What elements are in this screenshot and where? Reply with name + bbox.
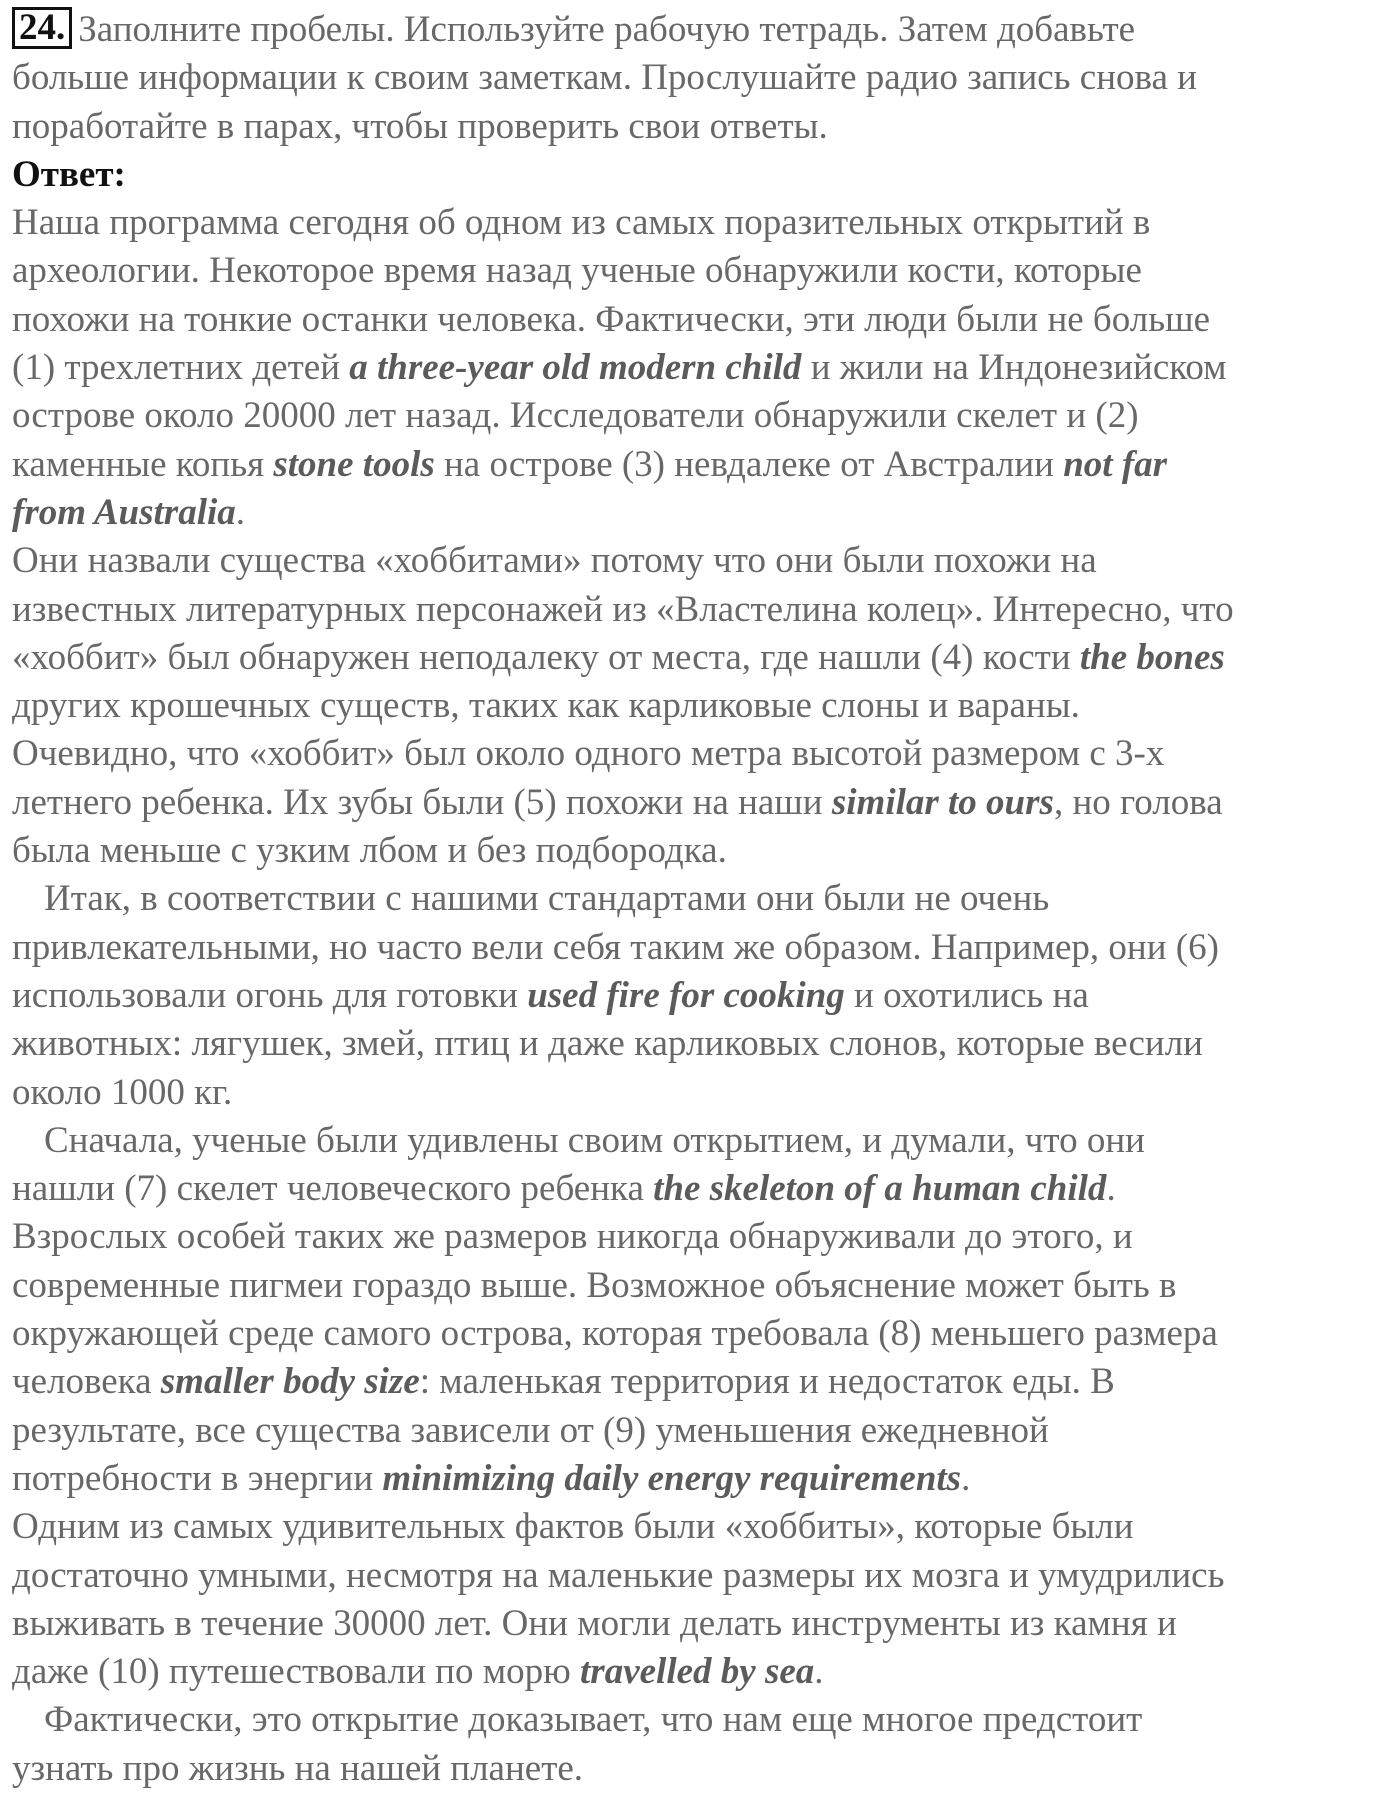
answer-2: stone tools	[273, 443, 435, 485]
text-fragment: на острове (3) невдалеке от Австралии	[434, 443, 1064, 485]
text-line: Итак, в соответствии с нашими стандартами они были не очень	[44, 878, 1050, 920]
instruction-line-1	[12, 6, 1397, 54]
answer-9: minimizing daily energy requirements	[382, 1457, 962, 1499]
text-line: Одним из самых удивительных фактов были «хоббиты», которые были	[12, 1506, 1134, 1548]
text-line: других крошечных существ, таких как карликовые слоны и вараны.	[12, 685, 1080, 727]
text-line	[12, 489, 1397, 537]
text-line: известных литературных персонажей из «Властелина колец». Интересно, что	[12, 588, 1234, 630]
text-line: узнать про жизнь на нашей планете.	[12, 1747, 584, 1789]
text-line: выживать в течение 30000 лет. Они могли делать инструменты из камня и	[12, 1602, 1177, 1644]
instruction-text: Заполните пробелы. Используйте рабочую тетрадь. Затем добавьте	[78, 9, 1136, 50]
answer-3-part-1: not far	[1063, 443, 1168, 485]
text-line	[12, 972, 1397, 1020]
answer-8: smaller body size	[160, 1361, 420, 1403]
text-fragment: : маленькая территория и недостаток еды. В	[419, 1361, 1115, 1403]
answer-3-part-2: from Australia	[12, 491, 236, 533]
text-fragment: и жили на Индонезийском	[801, 347, 1227, 389]
text-line: Взрослых особей таких же размеров никогда обнаруживали до этого, и	[12, 1216, 1133, 1258]
text-fragment: использовали огонь для готовки	[12, 974, 528, 1016]
text-line: привлекательными, но часто вели себя таким же образом. Например, они (6)	[12, 926, 1219, 968]
task-number-box: 24.	[12, 7, 72, 49]
text-line	[12, 344, 1397, 392]
text-line: была меньше с узким лбом и без подбородка.	[12, 830, 727, 872]
text-fragment: .	[814, 1651, 824, 1693]
text-fragment: нашли (7) скелет человеческого ребенка	[12, 1168, 654, 1210]
text-line	[12, 1455, 1397, 1503]
text-line: около 1000 кг.	[12, 1071, 233, 1113]
text-fragment: даже (10) путешествовали по морю	[12, 1651, 581, 1693]
text-line: животных: лягушек, змей, птиц и даже карликовых слонов, которые весили	[12, 1023, 1203, 1065]
instruction-line-3: поработайте в парах, чтобы проверить свои ответы.	[12, 105, 828, 147]
text-line	[12, 1165, 1397, 1213]
text-line	[12, 1648, 1397, 1696]
text-line	[12, 441, 1397, 489]
text-line: результате, все существа зависели от (9) уменьшения ежедневной	[12, 1409, 1049, 1451]
answer-10: travelled by sea	[580, 1651, 815, 1693]
text-line	[12, 634, 1397, 682]
text-fragment: потребности в энергии	[12, 1457, 383, 1499]
text-fragment: .	[961, 1457, 971, 1499]
text-fragment: каменные копья	[12, 443, 274, 485]
text-fragment: (1) трехлетних детей	[12, 347, 350, 389]
text-line: достаточно умными, несмотря на маленькие размеры их мозга и умудрились	[12, 1554, 1225, 1596]
text-fragment: человека	[12, 1361, 161, 1403]
answer-6: used fire for cooking	[527, 974, 845, 1016]
answer-7: the skeleton of a human child	[653, 1168, 1107, 1210]
text-line: археологии. Некоторое время назад ученые обнаружили кости, которые	[12, 250, 1142, 292]
text-fragment: «хоббит» был обнаружен неподалеку от места, где нашли (4) кости	[12, 636, 1080, 678]
text-fragment: и охотились на	[844, 974, 1089, 1016]
text-line: Очевидно, что «хоббит» был около одного метра высотой размером с 3-х	[12, 733, 1165, 775]
text-line	[12, 779, 1397, 827]
answer-1: a three-year old modern child	[349, 347, 802, 389]
answer-heading: Ответ:	[12, 153, 126, 195]
text-line: современные пигмеи гораздо выше. Возможное объяснение может быть в	[12, 1264, 1177, 1306]
answer-5: similar to ours	[831, 781, 1054, 823]
text-fragment: , но голова	[1053, 781, 1223, 823]
text-line: острове около 20000 лет назад. Исследователи обнаружили скелет и (2)	[12, 395, 1139, 437]
text-fragment: .	[235, 491, 246, 533]
text-line: похожи на тонкие останки человека. Фактически, эти люди были не больше	[12, 298, 1211, 340]
text-fragment: .	[1106, 1168, 1116, 1210]
text-fragment: летнего ребенка. Их зубы были (5) похожи на наши	[12, 781, 832, 823]
text-line	[12, 1358, 1397, 1406]
text-line: Они назвали существа «хоббитами» потому что они были похожи на	[12, 540, 1097, 582]
exercise-page	[12, 6, 1397, 1793]
instruction-line-2: больше информации к своим заметкам. Прослушайте радио запись снова и	[12, 57, 1197, 99]
text-line: Сначала, ученые были удивлены своим открытием, и думали, что они	[44, 1119, 1145, 1161]
text-line: Наша программа сегодня об одном из самых поразительных открытий в	[12, 202, 1151, 244]
answer-4: the bones	[1079, 636, 1225, 678]
text-line: Фактически, это открытие доказывает, что нам еще многое предстоит	[44, 1699, 1143, 1741]
text-line: окружающей среде самого острова, которая требовала (8) меньшего размера	[12, 1313, 1218, 1355]
